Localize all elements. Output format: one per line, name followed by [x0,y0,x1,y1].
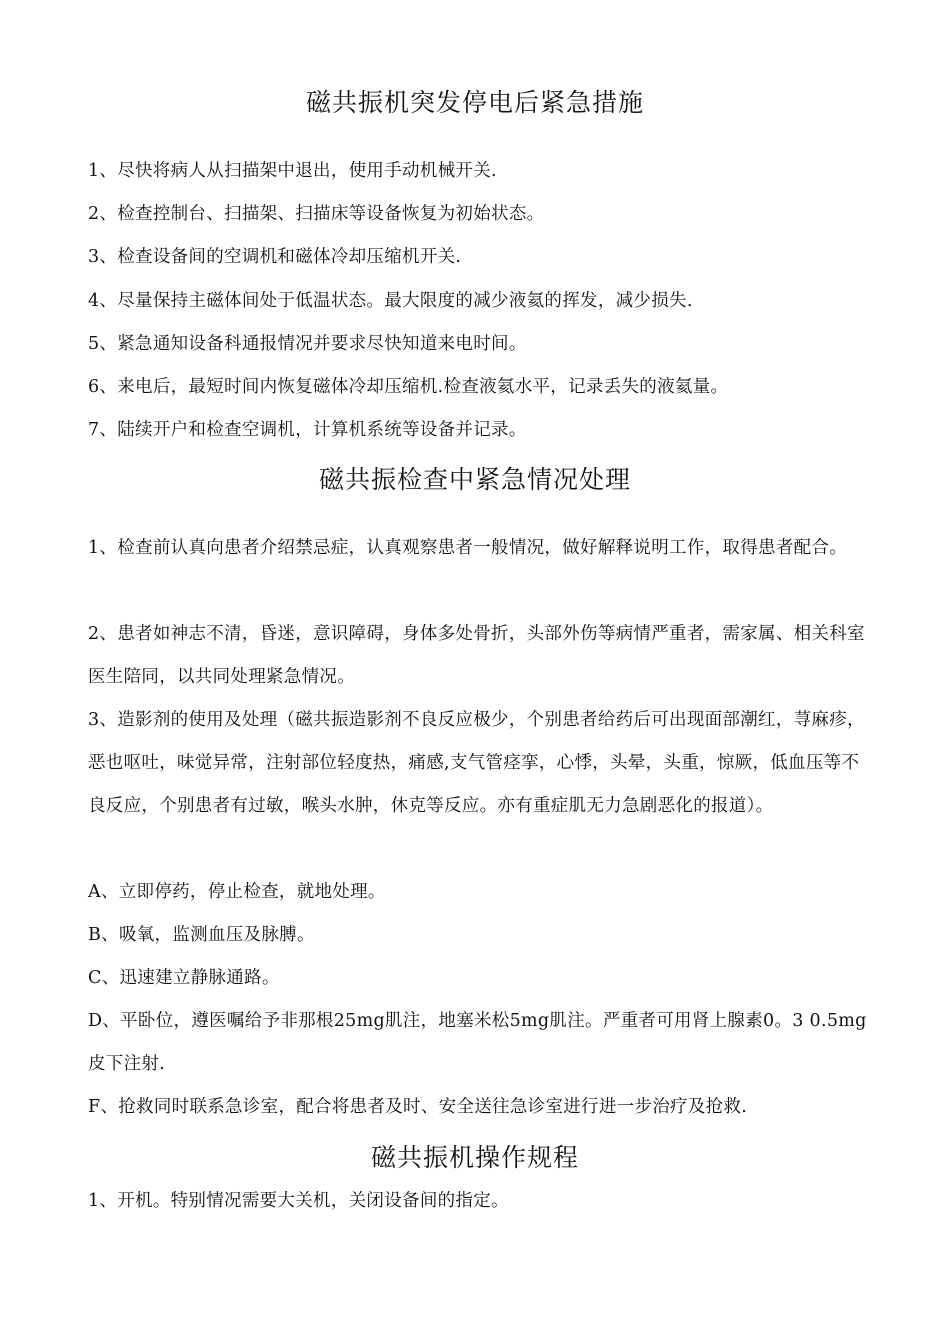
section-1-item-4: 4、尽量保持主磁体间处于低温状态。最大限度的减少液氦的挥发，减少损失. [88,291,693,311]
section-3-item-1: 1、开机。特别情况需要大关机，关闭设备间的指定。 [88,1191,509,1211]
section-2-item-1: 1、检查前认真向患者介绍禁忌症，认真观察患者一般情况，做好解释说明工作，取得患者配合。 [88,538,848,558]
section-1-item-7: 7、陆续开户和检查空调机，计算机系统等设备并记录。 [88,420,527,440]
section-1-title: 磁共振机突发停电后紧急措施 [305,88,644,117]
section-2-item-2: 2、患者如神志不清，昏迷，意识障碍，身体多处骨折，头部外伤等病情严重者，需家属、相关科室医生陪同，以共同处理紧急情况。 [88,624,865,687]
section-1-item-5: 5、紧急通知设备科通报情况并要求尽快知道来电时间。 [88,334,527,354]
section-2-item-d: D、平卧位，遵医嘱给予非那根25mg肌注，地塞米松5mg肌注。严重者可用肾上腺素0。3 0.5mg皮下注射. [88,1011,867,1074]
section-2-title: 磁共振检查中紧急情况处理 [318,465,631,494]
section-2-item-3: 3、造影剂的使用及处理（磁共振造影剂不良反应极少，个别患者给药后可出现面部潮红，荨麻疹，恶也呕吐，味觉异常，注射部位轻度热，痛感,支气管痉挛，心悸，头晕，头重，惊厥，低血压等不良反应，个别患者有过敏，喉头水肿，休克等反应。亦有重症肌无力急剧恶化的报道）。 [88,710,865,816]
section-1-item-1: 1、尽快将病人从扫描架中退出，使用手动机械开关. [88,161,497,181]
section-3-title: 磁共振机操作规程 [370,1143,579,1172]
section-1-item-3: 3、检查设备间的空调机和磁体冷却压缩机开关. [88,247,462,267]
section-1-item-6: 6、来电后，最短时间内恢复磁体冷却压缩机.检查液氦水平，记录丢失的液氦量。 [88,377,729,397]
section-2-item-b: B、吸氧，监测血压及脉膊。 [88,925,315,945]
section-2-item-f: F、抢救同时联系急诊室，配合将患者及时、安全送往急诊室进行进一步治疗及抢救. [88,1097,748,1117]
section-1-item-2: 2、检查控制台、扫描架、扫描床等设备恢复为初始状态。 [88,204,545,224]
section-2-item-c: C、迅速建立静脉通路。 [88,968,280,988]
section-2-item-a: A、立即停药，停止检查，就地处理。 [88,882,386,902]
